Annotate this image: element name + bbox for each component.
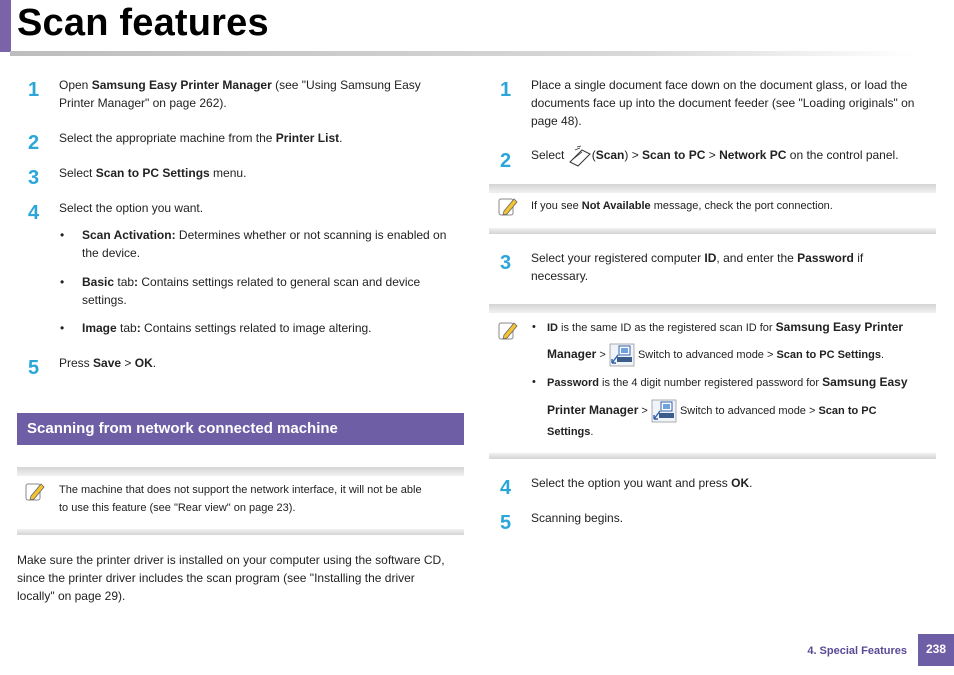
step-text: Press Save > OK. <box>59 356 157 370</box>
note-box <box>17 467 464 535</box>
note-text: The machine that does not support the network interface, it will not be able to use this feature (see "Rear view" on page 23). <box>59 484 422 514</box>
step-number: 2 <box>28 132 40 154</box>
step-number: 1 <box>500 79 512 101</box>
step-number: 4 <box>28 202 40 224</box>
step-number: 2 <box>500 150 512 172</box>
step-text: Select (Scan) > Scan to PC > Network PC on the control panel. <box>531 144 899 167</box>
note-pencil-icon <box>498 196 518 218</box>
bullet-dot: • <box>532 376 536 388</box>
bullet-dot: • <box>60 321 65 335</box>
title-accent-bar <box>0 0 11 52</box>
step-text: Select your registered computer ID, and enter the Password if necessary. <box>531 251 864 283</box>
bullet-dot: • <box>60 228 65 242</box>
advanced-mode-icon <box>609 343 635 367</box>
list-item: • Password is the 4 digit number registered password for Samsung Easy <box>532 375 908 389</box>
step-text: Select Scan to PC Settings menu. <box>59 166 247 180</box>
step-number: 5 <box>500 512 512 534</box>
note-box <box>489 184 936 234</box>
step-number: 3 <box>500 252 512 274</box>
step-text: Place a single document face down on the document glass, or load the documents face up into the document feeder (see "Loading originals" on page 48). <box>531 78 915 128</box>
bullet-dot: • <box>60 275 65 289</box>
step-text: Select the option you want and press OK. <box>531 476 753 490</box>
step-text: Open Samsung Easy Printer Manager (see "Using Samsung Easy Printer Manager" on page 262). <box>59 78 421 110</box>
step-text: Select the appropriate machine from the Printer List. <box>59 131 343 145</box>
page-number: 238 <box>918 634 954 666</box>
page-title: Scan features <box>17 2 269 44</box>
note-pencil-icon <box>25 481 45 503</box>
step-number: 1 <box>28 79 40 101</box>
list-item-continuation: Printer Manager > Switch to advanced mode > Scan to PC <box>547 396 927 425</box>
list-item-continuation: Settings. <box>547 426 594 438</box>
note-pencil-icon <box>498 320 518 342</box>
section-heading: Scanning from network connected machine <box>17 413 464 445</box>
step-text: Select the option you want. <box>59 201 204 215</box>
note-box <box>489 304 936 459</box>
list-item: • ID is the same ID as the registered scan ID for Samsung Easy Printer <box>532 320 904 334</box>
list-item-continuation: Manager > Switch to advanced mode > Scan to PC Settings. <box>547 340 927 369</box>
advanced-mode-icon <box>651 399 677 423</box>
title-divider <box>10 51 915 56</box>
body-paragraph: Make sure the printer driver is installed on your computer using the software CD, since the printer driver includes the scan program (see "Installing the driver locally" on page 29). <box>17 553 445 603</box>
footer-chapter: 4. Special Features <box>807 645 907 657</box>
step-number: 3 <box>28 167 40 189</box>
step-number: 4 <box>500 477 512 499</box>
step-number: 5 <box>28 357 40 379</box>
bullet-dot: • <box>532 321 536 333</box>
note-text: If you see Not Available message, check the port connection. <box>531 200 833 212</box>
scan-icon <box>568 145 592 167</box>
step-text: Scanning begins. <box>531 511 624 525</box>
